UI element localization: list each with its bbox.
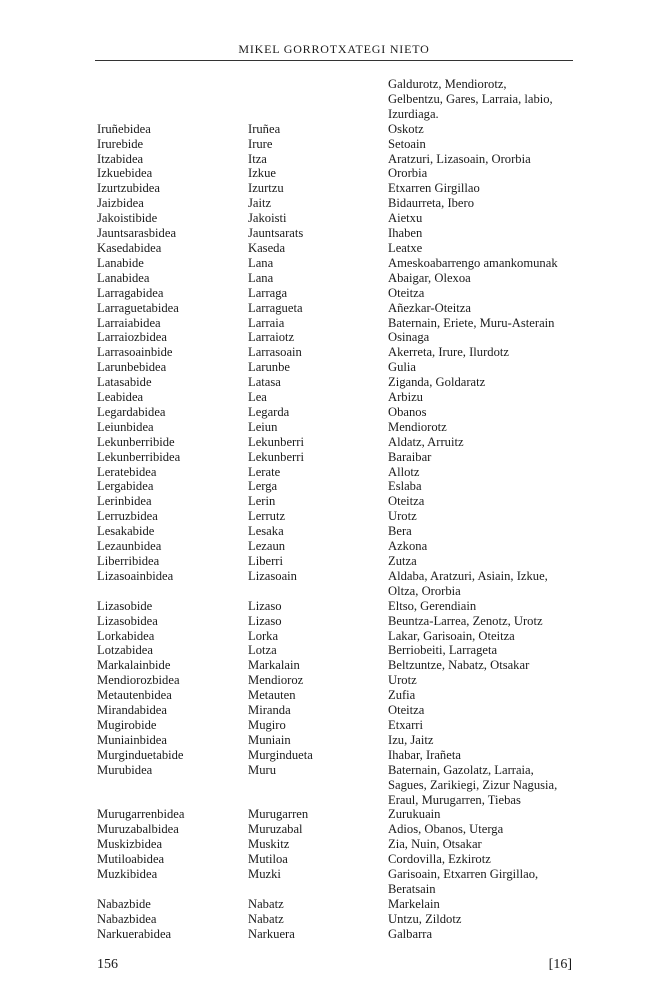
path-name-cell: Jakoistibide <box>97 211 158 226</box>
header-rule <box>95 60 573 61</box>
destination-cell: Lekunberri <box>248 434 304 449</box>
continuation-line <box>97 77 577 92</box>
path-name-cell: Leiunbidea <box>97 419 154 434</box>
table-row <box>97 494 577 509</box>
path-name-cell: Itzabidea <box>97 151 144 166</box>
table-row-continuation <box>97 882 577 897</box>
localities-cell: Azkona <box>388 539 428 554</box>
path-name-cell: Mirandabidea <box>97 703 167 718</box>
path-name-cell: Lizasoainbidea <box>97 568 174 583</box>
destination-cell: Muskitz <box>248 837 290 852</box>
path-name-cell: Lizasobidea <box>97 613 158 628</box>
destination-cell <box>248 77 388 92</box>
table-row <box>97 837 577 852</box>
table-row <box>97 748 577 763</box>
destination-cell <box>248 92 388 107</box>
destination-cell: Irure <box>248 136 273 151</box>
destination-cell: Lea <box>248 390 267 405</box>
destination-cell: Lerga <box>248 479 278 494</box>
localities-cell: Eltso, Gerendiain <box>388 598 477 613</box>
path-name-cell: Lesakabide <box>97 524 155 539</box>
path-name-cell: Muniainbidea <box>97 732 167 747</box>
localities-cell: Eraul, Murugarren, Tiebas <box>388 792 521 807</box>
table-row <box>97 375 577 390</box>
path-name-cell: Larragabidea <box>97 285 164 300</box>
destination-cell: Lerrutz <box>248 509 286 524</box>
destination-cell: Larunbe <box>248 360 290 375</box>
destination-cell: Jakoisti <box>248 211 287 226</box>
localities-cell: Galdurotz, Mendiorotz, <box>388 77 507 91</box>
table-row <box>97 166 577 181</box>
destination-cell <box>248 584 388 599</box>
table-row <box>97 688 577 703</box>
destination-cell: Lizasoain <box>248 568 297 583</box>
destination-cell: Lekunberri <box>248 449 304 464</box>
localities-cell: Aratzuri, Lizasoain, Ororbia <box>388 151 531 166</box>
table-row <box>97 286 577 301</box>
localities-cell: Gulia <box>388 360 416 375</box>
path-name-cell: Larraiabidea <box>97 315 161 330</box>
table-row <box>97 241 577 256</box>
destination-cell: Larragueta <box>248 300 303 315</box>
localities-cell: Leatxe <box>388 240 423 255</box>
table-row <box>97 390 577 405</box>
path-name-cell <box>97 92 248 107</box>
table-row <box>97 807 577 822</box>
destination-cell: Lotza <box>248 643 277 658</box>
localities-cell: Etxarri <box>388 717 423 732</box>
path-name-cell: Lorkabidea <box>97 628 155 643</box>
path-name-cell: Irurebide <box>97 136 144 151</box>
path-name-cell: Nabazbide <box>97 896 151 911</box>
localities-cell: Beuntza-Larrea, Zenotz, Urotz <box>388 613 543 628</box>
table-row <box>97 718 577 733</box>
path-name-cell: Larraguetabidea <box>97 300 179 315</box>
table-row <box>97 330 577 345</box>
path-name-cell: Lizasobide <box>97 598 153 613</box>
destination-cell: Muniain <box>248 732 291 747</box>
table-row <box>97 822 577 837</box>
path-name-cell: Mendiorozbidea <box>97 673 180 688</box>
table-row <box>97 256 577 271</box>
path-name-cell: Lezaunbidea <box>97 539 162 554</box>
path-name-cell: Leabidea <box>97 390 144 405</box>
destination-cell: Narkuera <box>248 926 295 941</box>
path-name-cell: Lekunberribide <box>97 434 175 449</box>
continuation-line <box>97 107 577 122</box>
table-row <box>97 852 577 867</box>
path-name-cell: Jauntsarasbidea <box>97 226 177 241</box>
table-row <box>97 405 577 420</box>
running-head: MIKEL GORROTXATEGI NIETO <box>238 42 430 56</box>
localities-cell: Zutza <box>388 554 417 568</box>
destination-cell: Nabatz <box>248 911 284 926</box>
path-name-cell: Murubidea <box>97 762 153 777</box>
localities-cell: Gelbentzu, Gares, Larraia, labio, <box>388 91 553 106</box>
table-row <box>97 614 577 629</box>
destination-cell <box>248 882 388 897</box>
path-name-cell: Latasabide <box>97 375 152 390</box>
destination-cell: Muruzabal <box>248 822 303 837</box>
destination-cell: Metauten <box>248 688 296 703</box>
path-name-cell: Larraiozbidea <box>97 330 167 345</box>
path-name-cell: Mugirobide <box>97 717 157 732</box>
destination-cell: Lorka <box>248 628 279 643</box>
localities-cell: Ameskoabarrengo amankomunak <box>388 255 558 270</box>
destination-cell: Markalain <box>248 658 300 673</box>
place-name-table <box>97 77 577 942</box>
path-name-cell: Narkuerabidea <box>97 926 172 941</box>
path-name-cell: Kasedabidea <box>97 240 162 255</box>
destination-cell: Lana <box>248 270 274 285</box>
localities-cell: Arbizu <box>388 390 423 405</box>
path-name-cell: Lekunberribidea <box>97 449 181 464</box>
destination-cell: Jauntsarats <box>248 226 304 241</box>
destination-cell: Mugiro <box>248 717 286 732</box>
localities-cell: Eslaba <box>388 479 422 494</box>
table-row <box>97 211 577 226</box>
destination-cell: Muru <box>248 762 276 777</box>
table-row <box>97 122 577 137</box>
destination-cell: Lerate <box>248 464 281 479</box>
path-name-cell: Muruzabalbidea <box>97 822 179 837</box>
table-row <box>97 226 577 241</box>
destination-cell: Muzki <box>248 867 281 882</box>
destination-cell: Liberri <box>248 554 283 568</box>
destination-cell: Kaseda <box>248 240 286 255</box>
path-name-cell: Metautenbidea <box>97 688 172 703</box>
localities-cell: Urotz <box>388 509 417 524</box>
path-name-cell <box>97 584 248 599</box>
localities-cell: Untzu, Zildotz <box>388 911 462 926</box>
localities-cell: Cordovilla, Ezkirotz <box>388 852 491 867</box>
localities-cell: Mendiorotz <box>388 419 447 434</box>
table-row-continuation <box>97 778 577 793</box>
path-name-cell <box>97 77 248 92</box>
localities-cell: Abaigar, Olexoa <box>388 270 471 285</box>
path-name-cell: Jaizbidea <box>97 196 144 211</box>
table-row <box>97 450 577 465</box>
localities-cell: Baternain, Gazolatz, Larraia, <box>388 762 534 777</box>
path-name-cell: Lerinbidea <box>97 494 152 509</box>
destination-cell: Lana <box>248 255 274 270</box>
table-row <box>97 554 577 569</box>
destination-cell: Nabatz <box>248 896 284 911</box>
path-name-cell <box>97 793 248 808</box>
localities-cell: Adios, Obanos, Uterga <box>388 822 504 837</box>
destination-cell: Iruñea <box>248 121 281 136</box>
localities-cell: Etxarren Girgillao <box>388 181 480 196</box>
destination-cell <box>248 778 388 793</box>
path-name-cell: Murginduetabide <box>97 747 184 762</box>
table-row <box>97 629 577 644</box>
localities-cell: Urotz <box>388 673 417 688</box>
destination-cell: Mutiloa <box>248 852 288 867</box>
path-name-cell: Lerruzbidea <box>97 509 158 524</box>
continuation-line <box>97 92 577 107</box>
table-row <box>97 658 577 673</box>
localities-cell: Sagues, Zarikiegi, Zizur Nagusia, <box>388 777 558 792</box>
localities-cell: Baternain, Eriete, Muru-Asterain <box>388 315 555 330</box>
table-row <box>97 867 577 882</box>
destination-cell: Lezaun <box>248 539 286 554</box>
localities-cell: Baraibar <box>388 449 432 464</box>
table-row <box>97 196 577 211</box>
destination-cell: Murgindueta <box>248 747 313 762</box>
path-name-cell <box>97 778 248 793</box>
localities-cell: Aldatz, Arruitz <box>388 434 464 449</box>
page-number: 156 <box>97 957 118 972</box>
destination-cell: Mendioroz <box>248 673 304 688</box>
localities-cell: Izu, Jaitz <box>388 732 434 747</box>
table-row-continuation <box>97 793 577 808</box>
destination-cell: Leiun <box>248 419 278 434</box>
localities-cell: Aldaba, Aratzuri, Asiain, Izkue, <box>388 568 548 583</box>
localities-cell: Markelain <box>388 896 440 911</box>
path-name-cell: Muzkibidea <box>97 867 158 882</box>
path-name-cell: Lanabide <box>97 255 144 270</box>
localities-cell: Oltza, Ororbia <box>388 583 461 598</box>
destination-cell: Larraga <box>248 285 288 300</box>
table-row <box>97 435 577 450</box>
table-row <box>97 152 577 167</box>
localities-cell: Setoain <box>388 136 426 151</box>
destination-cell: Lesaka <box>248 524 284 539</box>
table-row <box>97 360 577 375</box>
localities-cell: Obanos <box>388 404 427 419</box>
destination-cell: Lerin <box>248 494 276 509</box>
table-row <box>97 420 577 435</box>
path-name-cell: Nabazbidea <box>97 911 157 926</box>
table-row <box>97 733 577 748</box>
table-row <box>97 316 577 331</box>
path-name-cell: Larunbebidea <box>97 360 167 375</box>
path-name-cell: Mutiloabidea <box>97 852 165 867</box>
localities-cell: Bera <box>388 524 412 539</box>
table-row <box>97 912 577 927</box>
destination-cell: Izurtzu <box>248 181 284 196</box>
path-name-cell: Liberribidea <box>97 554 160 568</box>
localities-cell: Oteitza <box>388 494 425 509</box>
table-row <box>97 569 577 584</box>
path-name-cell: Markalainbide <box>97 658 171 673</box>
table-row <box>97 539 577 554</box>
destination-cell: Lizaso <box>248 598 282 613</box>
path-name-cell: Leratebidea <box>97 464 157 479</box>
path-name-cell: Izurtzubidea <box>97 181 160 196</box>
destination-cell: Larrasoain <box>248 345 302 360</box>
destination-cell: Itza <box>248 151 267 166</box>
table-row <box>97 509 577 524</box>
localities-cell: Bidaurreta, Ibero <box>388 196 475 211</box>
localities-cell: Akerreta, Irure, Ilurdotz <box>388 345 509 360</box>
localities-cell: Beratsain <box>388 881 436 896</box>
localities-cell: Zia, Nuin, Otsakar <box>388 837 482 852</box>
destination-cell: Larraia <box>248 315 285 330</box>
table-row <box>97 137 577 152</box>
table-row <box>97 599 577 614</box>
path-name-cell: Lotzabidea <box>97 643 153 658</box>
table-row-continuation <box>97 584 577 599</box>
table-row <box>97 524 577 539</box>
table-row <box>97 181 577 196</box>
table-row <box>97 897 577 912</box>
path-name-cell: Izkuebidea <box>97 166 153 181</box>
localities-cell: Lakar, Garisoain, Oteitza <box>388 628 515 643</box>
localities-cell: Izurdiaga. <box>388 106 439 121</box>
path-name-cell: Murugarrenbidea <box>97 807 185 822</box>
bracket-page-number: [16] <box>548 957 572 972</box>
path-name-cell: Lanabidea <box>97 270 150 285</box>
localities-cell: Oteitza <box>388 285 425 300</box>
destination-cell: Larraiotz <box>248 330 295 345</box>
table-row <box>97 301 577 316</box>
localities-cell: Oteitza <box>388 703 425 718</box>
path-name-cell: Legardabidea <box>97 404 166 419</box>
localities-cell: Allotz <box>388 464 420 479</box>
table-row <box>97 271 577 286</box>
destination-cell: Legarda <box>248 404 290 419</box>
localities-cell: Berriobeiti, Larrageta <box>388 643 498 658</box>
localities-cell: Zurukuain <box>388 807 441 822</box>
destination-cell <box>248 107 388 122</box>
localities-cell: Garisoain, Etxarren Girgillao, <box>388 867 539 882</box>
localities-cell: Añezkar-Oteitza <box>388 300 471 315</box>
table-row <box>97 465 577 480</box>
destination-cell: Jaitz <box>248 196 272 211</box>
localities-cell: Beltzuntze, Nabatz, Otsakar <box>388 658 530 673</box>
table-row <box>97 927 577 942</box>
localities-cell: Ziganda, Goldaratz <box>388 375 486 390</box>
path-name-cell <box>97 107 248 122</box>
destination-cell: Murugarren <box>248 807 309 822</box>
localities-cell: Ihabar, Irañeta <box>388 747 461 762</box>
table-row <box>97 345 577 360</box>
destination-cell: Latasa <box>248 375 281 390</box>
table-row <box>97 763 577 778</box>
table-row <box>97 703 577 718</box>
localities-cell: Osinaga <box>388 330 430 345</box>
localities-cell: Galbarra <box>388 926 433 941</box>
path-name-cell: Lergabidea <box>97 479 154 494</box>
path-name-cell: Iruñebidea <box>97 121 151 136</box>
path-name-cell: Muskizbidea <box>97 837 163 852</box>
localities-cell: Aietxu <box>388 211 423 226</box>
table-row <box>97 479 577 494</box>
localities-cell: Oskotz <box>388 121 424 136</box>
localities-cell: Ihaben <box>388 226 423 241</box>
table-row <box>97 673 577 688</box>
destination-cell: Izkue <box>248 166 276 181</box>
destination-cell: Miranda <box>248 703 291 718</box>
path-name-cell <box>97 882 248 897</box>
table-row <box>97 643 577 658</box>
localities-cell: Zufia <box>388 688 416 703</box>
localities-cell: Ororbia <box>388 166 428 181</box>
destination-cell: Lizaso <box>248 613 282 628</box>
destination-cell <box>248 793 388 808</box>
path-name-cell: Larrasoainbide <box>97 345 173 360</box>
